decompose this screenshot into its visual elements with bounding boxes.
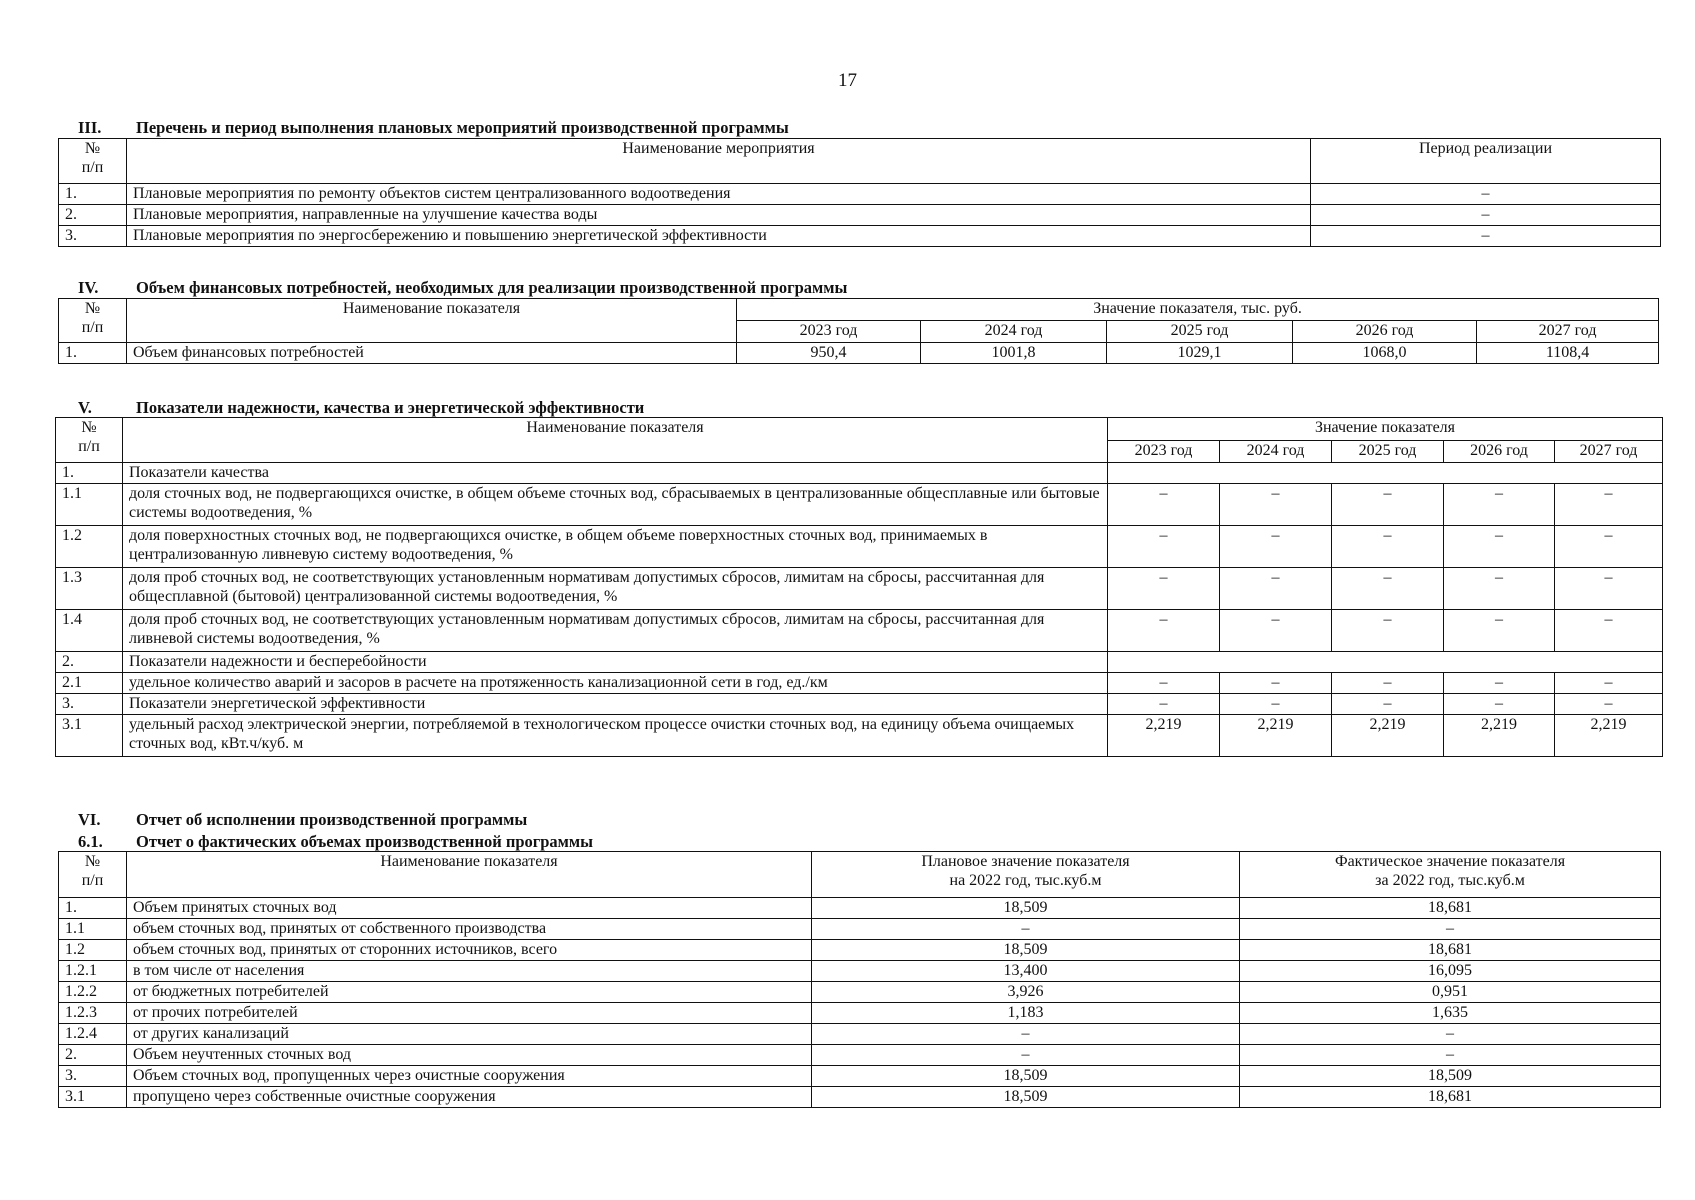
table-row [59,919,1661,940]
section-6-heading: Отчет об исполнении производственной программы [136,810,528,829]
table-row [56,652,1663,673]
header-year: 2024 год [1220,441,1332,463]
header-year: 2027 год [1555,441,1663,463]
table-row [56,526,1663,568]
row-number: 1.2.2 [59,982,127,1003]
row-number: 1.4 [56,610,123,652]
plan-value: 3,926 [812,982,1240,1003]
empty-value-cell [1108,652,1663,673]
table-row [59,940,1661,961]
value-cell: 2,219 [1332,715,1444,757]
table-row [59,982,1661,1003]
table-row [59,961,1661,982]
indicator-name: от прочих потребителей [127,1003,812,1024]
value-cell: – [1220,526,1332,568]
value-cell: – [1444,568,1555,610]
value-cell: 1029,1 [1107,343,1293,364]
value-cell: 1108,4 [1477,343,1659,364]
indicator-name: от других канализаций [127,1024,812,1045]
header-year: 2023 год [1108,441,1220,463]
header-value: Значение показателя [1108,418,1663,441]
header-fact-value: Фактическое значение показателя за 2022 год, тыс.куб.м [1240,852,1661,898]
indicator-name: доля сточных вод, не подвергающихся очистке, в общем объеме сточных вод, сбрасываемых в централизованные общесплавные или бытовые системы водоотведения, % [123,484,1108,526]
row-number: 2.1 [56,673,123,694]
activity-period: – [1311,226,1661,247]
header-year: 2026 год [1444,441,1555,463]
value-cell: – [1108,610,1220,652]
row-number: 1.2 [56,526,123,568]
plan-value: 18,509 [812,1087,1240,1108]
value-cell: – [1108,673,1220,694]
value-cell: 1068,0 [1293,343,1477,364]
value-cell: 1001,8 [921,343,1107,364]
indicator-name: доля проб сточных вод, не соответствующих установленным нормативам допустимых сбросов, лимитам на сбросы, рассчитанная для общесплавной (бытовой) централизованной системы водоотведения, % [123,568,1108,610]
row-number: 3.1 [59,1087,127,1108]
row-number: 2. [56,652,123,673]
indicator-name: от бюджетных потребителей [127,982,812,1003]
value-cell: – [1220,694,1332,715]
table-row [59,1024,1661,1045]
row-number: 1. [59,184,127,205]
table-row [59,1087,1661,1108]
table-row [59,1066,1661,1087]
table-row [56,484,1663,526]
indicator-name: Показатели качества [123,463,1108,484]
indicator-name: Объем финансовых потребностей [127,343,737,364]
indicator-name: объем сточных вод, принятых от собственного производства [127,919,812,940]
header-value: Значение показателя, тыс. руб. [737,299,1659,321]
table-row [59,343,1659,364]
row-number: 1. [59,343,127,364]
table-header-row [59,299,1659,321]
value-cell: – [1555,694,1663,715]
value-cell: – [1332,484,1444,526]
table-row [56,610,1663,652]
plan-value: 18,509 [812,940,1240,961]
value-cell: – [1332,526,1444,568]
fact-value: 18,509 [1240,1066,1661,1087]
section-3-heading: Перечень и период выполнения плановых мероприятий производственной программы [136,118,789,137]
value-cell: – [1332,610,1444,652]
value-cell: – [1444,610,1555,652]
value-cell: – [1220,610,1332,652]
value-cell: – [1555,673,1663,694]
activity-name: Плановые мероприятия, направленные на улучшение качества воды [127,205,1311,226]
indicator-name: в том числе от населения [127,961,812,982]
header-year: 2026 год [1293,321,1477,343]
value-cell: – [1555,610,1663,652]
fact-value: 18,681 [1240,898,1661,919]
row-number: 1.1 [59,919,127,940]
value-cell: – [1444,526,1555,568]
section-4-number: IV. [78,278,99,297]
plan-value: 13,400 [812,961,1240,982]
row-number: 2. [59,205,127,226]
value-cell: – [1444,694,1555,715]
indicator-name: Объем принятых сточных вод [127,898,812,919]
value-cell: – [1332,673,1444,694]
table-row [56,673,1663,694]
header-indicator-name: Наименование показателя [127,299,737,343]
value-cell: 2,219 [1108,715,1220,757]
row-number: 1.2.4 [59,1024,127,1045]
header-period: Период реализации [1311,139,1661,184]
value-cell: – [1555,568,1663,610]
value-cell: – [1332,568,1444,610]
page-number: 17 [838,70,857,91]
fact-value: – [1240,1024,1661,1045]
table-header-row [56,418,1663,441]
indicator-name: Объем сточных вод, пропущенных через очистные сооружения [127,1066,812,1087]
indicator-name: Объем неучтенных сточных вод [127,1045,812,1066]
plan-value: 18,509 [812,1066,1240,1087]
table-row [56,694,1663,715]
table-row [59,184,1661,205]
section-6-number: VI. [78,810,101,829]
indicators-table [55,417,1663,757]
activities-table [58,138,1661,247]
row-number: 3.1 [56,715,123,757]
section-4-heading: Объем финансовых потребностей, необходимых для реализации производственной программы [136,278,848,297]
fact-value: – [1240,1045,1661,1066]
section-3-number: III. [78,118,102,137]
value-cell: – [1220,673,1332,694]
header-year: 2023 год [737,321,921,343]
row-number: 1. [56,463,123,484]
plan-value: – [812,1045,1240,1066]
header-no: № п/п [59,139,127,184]
value-cell: 2,219 [1555,715,1663,757]
plan-value: – [812,1024,1240,1045]
value-cell: – [1555,526,1663,568]
value-cell: – [1444,673,1555,694]
table-row [56,715,1663,757]
table-row [59,226,1661,247]
value-cell: – [1220,484,1332,526]
row-number: 1.2 [59,940,127,961]
header-plan-value: Плановое значение показателя на 2022 год, тыс.куб.м [812,852,1240,898]
finance-table [58,298,1659,364]
header-year: 2027 год [1477,321,1659,343]
indicator-name: доля проб сточных вод, не соответствующих установленным нормативам допустимых сбросов, лимитам на сбросы, рассчитанная для ливневой системы водоотведения, % [123,610,1108,652]
value-cell: – [1555,484,1663,526]
header-year: 2025 год [1107,321,1293,343]
fact-value: 16,095 [1240,961,1661,982]
header-activity-name: Наименование мероприятия [127,139,1311,184]
value-cell: 2,219 [1220,715,1332,757]
value-cell: – [1220,568,1332,610]
table-row [59,1045,1661,1066]
fact-value: 1,635 [1240,1003,1661,1024]
activity-name: Плановые мероприятия по ремонту объектов систем централизованного водоотведения [127,184,1311,205]
plan-value: 1,183 [812,1003,1240,1024]
row-number: 3. [59,226,127,247]
indicator-name: пропущено через собственные очистные сооружения [127,1087,812,1108]
row-number: 1. [59,898,127,919]
section-5-heading: Показатели надежности, качества и энергетической эффективности [136,398,645,417]
table-header-row [59,139,1661,184]
table-header-row [59,852,1661,898]
plan-value: – [812,919,1240,940]
table-row [56,463,1663,484]
indicator-name: Показатели энергетической эффективности [123,694,1108,715]
value-cell: 950,4 [737,343,921,364]
value-cell: 2,219 [1444,715,1555,757]
value-cell: – [1108,484,1220,526]
indicator-name: Показатели надежности и бесперебойности [123,652,1108,673]
header-year: 2024 год [921,321,1107,343]
table-row [59,898,1661,919]
value-cell: – [1108,568,1220,610]
plan-value: 18,509 [812,898,1240,919]
header-year: 2025 год [1332,441,1444,463]
section-6-1-number: 6.1. [78,832,103,851]
fact-value: – [1240,919,1661,940]
header-no: № п/п [59,852,127,898]
activity-name: Плановые мероприятия по энергосбережению и повышению энергетической эффективности [127,226,1311,247]
header-indicator-name: Наименование показателя [127,852,812,898]
table-row [56,568,1663,610]
table-row [59,205,1661,226]
empty-value-cell [1108,463,1663,484]
table-row [59,1003,1661,1024]
header-no: № п/п [59,299,127,343]
value-cell: – [1332,694,1444,715]
row-number: 3. [59,1066,127,1087]
section-5-number: V. [78,398,92,417]
row-number: 1.1 [56,484,123,526]
value-cell: – [1108,694,1220,715]
fact-value: 0,951 [1240,982,1661,1003]
indicator-name: объем сточных вод, принятых от сторонних источников, всего [127,940,812,961]
fact-value: 18,681 [1240,1087,1661,1108]
row-number: 2. [59,1045,127,1066]
activity-period: – [1311,184,1661,205]
value-cell: – [1444,484,1555,526]
section-6-1-heading: Отчет о фактических объемах производственной программы [136,832,594,851]
activity-period: – [1311,205,1661,226]
indicator-name: доля поверхностных сточных вод, не подвергающихся очистке, в общем объеме поверхностных сточных вод, принимаемых в централизованную ливневую систему водоотведения, % [123,526,1108,568]
row-number: 3. [56,694,123,715]
header-indicator-name: Наименование показателя [123,418,1108,463]
header-no: № п/п [56,418,123,463]
row-number: 1.2.3 [59,1003,127,1024]
value-cell: – [1108,526,1220,568]
fact-value: 18,681 [1240,940,1661,961]
report-table [58,851,1661,1108]
indicator-name: удельное количество аварий и засоров в расчете на протяженность канализационной сети в год, ед./км [123,673,1108,694]
row-number: 1.2.1 [59,961,127,982]
indicator-name: удельный расход электрической энергии, потребляемой в технологическом процессе очистки сточных вод, на единицу объема очищаемых сточных вод, кВт.ч/куб. м [123,715,1108,757]
row-number: 1.3 [56,568,123,610]
